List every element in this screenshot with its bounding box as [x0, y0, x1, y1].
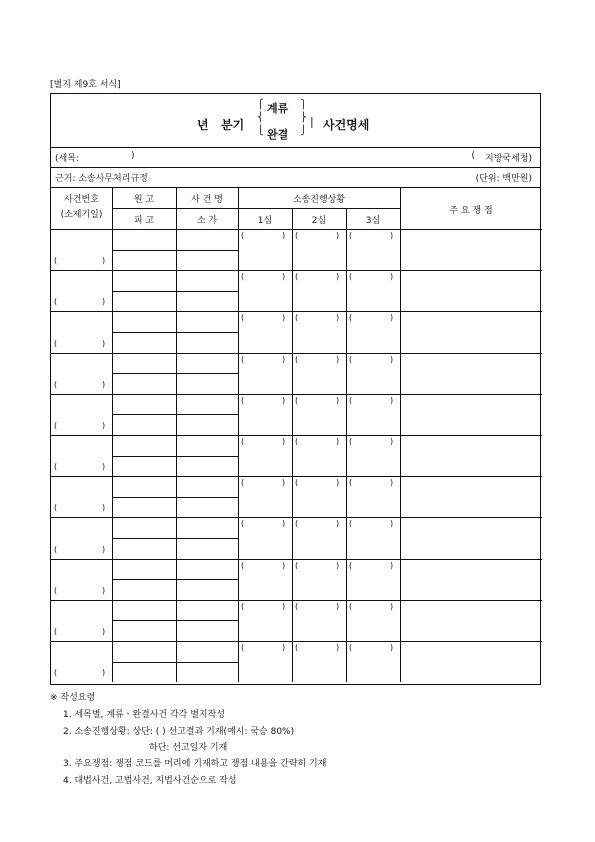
progress-paren-close: ) — [336, 643, 340, 652]
progress-paren-close: ) — [282, 643, 286, 652]
row-date-paren-open: ( — [54, 585, 58, 595]
title-quarter: 분기 — [221, 118, 245, 132]
basis-label: 근거: 소송사무처리규정 — [55, 174, 148, 184]
title-divider: | — [310, 115, 314, 128]
progress-paren-open: ( — [349, 560, 353, 570]
header-defendant: 피 고 — [133, 216, 155, 226]
header-plaintiff: 원 고 — [133, 195, 155, 205]
progress-paren-open: ( — [295, 313, 299, 323]
progress-paren-close: ) — [282, 437, 286, 446]
progress-paren-open: ( — [241, 519, 245, 529]
progress-paren-open: ( — [295, 643, 299, 652]
header-level1: 1심 — [257, 216, 273, 226]
progress-paren-close: ) — [390, 231, 394, 240]
progress-paren-close: ) — [282, 601, 286, 611]
row-date-paren-open: ( — [54, 503, 58, 513]
note-item-2-sub: 하단: 선고일자 기재 — [149, 743, 228, 753]
progress-paren-open: ( — [349, 272, 353, 282]
progress-paren-close: ) — [336, 231, 340, 240]
row-date-paren-open: ( — [54, 462, 58, 472]
row-date-paren-open: ( — [54, 544, 58, 554]
progress-paren-close: ) — [390, 519, 394, 529]
row-line — [51, 270, 542, 271]
progress-paren-open: ( — [241, 601, 245, 611]
progress-paren-close: ) — [336, 560, 340, 570]
progress-paren-close: ) — [390, 354, 394, 364]
row-date-paren-close: ) — [102, 421, 106, 430]
progress-paren-open: ( — [349, 437, 353, 446]
progress-paren-open: ( — [241, 231, 245, 240]
notes-heading: ※ 작성요령 — [50, 693, 96, 703]
row-mid-line — [112, 373, 238, 374]
progress-paren-close: ) — [390, 272, 394, 282]
row-date-paren-close: ) — [102, 379, 106, 389]
row-mid-line — [112, 332, 238, 333]
title-pending: 계류 — [267, 102, 289, 115]
row-line — [51, 600, 542, 601]
row-mid-line — [112, 497, 238, 498]
row-date-paren-close: ) — [102, 627, 106, 636]
column-line — [346, 208, 347, 682]
header-case-name: 사 건 명 — [191, 195, 223, 205]
row-line — [51, 311, 542, 312]
row-mid-line — [112, 456, 238, 457]
row-line — [51, 353, 542, 354]
row-date-paren-open: ( — [54, 627, 58, 636]
progress-paren-open: ( — [349, 231, 353, 240]
row-date-paren-open: ( — [54, 421, 58, 430]
form-number: [별지 제9호 서식] — [50, 80, 121, 90]
row-date-paren-close: ) — [102, 668, 106, 678]
office-label: 지방국세청) — [485, 154, 532, 164]
row-mid-line — [112, 414, 238, 415]
progress-paren-close: ) — [282, 272, 286, 282]
row-date-paren-close: ) — [102, 585, 106, 595]
progress-paren-open: ( — [241, 643, 245, 652]
progress-paren-open: ( — [295, 601, 299, 611]
progress-paren-close: ) — [336, 519, 340, 529]
progress-paren-close: ) — [390, 437, 394, 446]
progress-paren-open: ( — [295, 519, 299, 529]
header-level2: 2심 — [311, 216, 327, 226]
progress-paren-close: ) — [336, 272, 340, 282]
row-mid-line — [112, 620, 238, 621]
row-date-paren-open: ( — [54, 297, 58, 307]
progress-paren-open: ( — [295, 354, 299, 364]
tax-type-close: ) — [131, 151, 135, 161]
progress-paren-close: ) — [282, 395, 286, 405]
progress-paren-open: ( — [349, 519, 353, 529]
progress-paren-open: ( — [241, 313, 245, 323]
title-concluded: 완결 — [267, 128, 289, 141]
row-date-paren-open: ( — [54, 668, 58, 678]
progress-paren-open: ( — [295, 560, 299, 570]
progress-paren-open: ( — [349, 313, 353, 323]
progress-paren-close: ) — [336, 354, 340, 364]
header-claim-value: 소 가 — [196, 216, 218, 226]
progress-paren-close: ) — [390, 395, 394, 405]
basis-row — [51, 167, 540, 188]
header-key-issues: 주 요 쟁 점 — [449, 206, 493, 216]
note-item-2: 2. 소송진행상황: 상단: ( ) 선고결과 기재(예시: 국승 80%) — [63, 727, 295, 737]
progress-paren-open: ( — [349, 354, 353, 364]
row-line — [51, 559, 542, 560]
row-date-paren-close: ) — [102, 338, 106, 348]
office-open: ( — [471, 151, 475, 161]
progress-paren-close: ) — [336, 437, 340, 446]
progress-paren-close: ) — [282, 478, 286, 488]
progress-paren-close: ) — [336, 601, 340, 611]
progress-paren-open: ( — [241, 395, 245, 405]
row-date-paren-close: ) — [102, 297, 106, 307]
title-row — [51, 94, 540, 148]
progress-paren-close: ) — [336, 395, 340, 405]
row-date-paren-open: ( — [54, 256, 58, 266]
title-brace-left: ⎧ ⎨ ⎩ — [257, 100, 264, 136]
progress-paren-close: ) — [390, 313, 394, 323]
row-mid-line — [112, 538, 238, 539]
note-item-1: 1. 세목별, 계류ㆍ완결사건 각각 별지작성 — [63, 710, 225, 720]
header-bottom-line — [51, 229, 542, 230]
progress-paren-open: ( — [295, 231, 299, 240]
row-date-paren-close: ) — [102, 462, 106, 472]
progress-paren-open: ( — [295, 272, 299, 282]
row-line — [51, 394, 542, 395]
progress-paren-close: ) — [390, 601, 394, 611]
header-mid-line — [112, 208, 400, 209]
row-mid-line — [112, 291, 238, 292]
note-item-4: 4. 대법사건, 고법사건, 지법사건순으로 작성 — [63, 776, 237, 786]
progress-paren-close: ) — [336, 313, 340, 323]
row-line — [51, 641, 542, 642]
progress-paren-close: ) — [390, 560, 394, 570]
progress-paren-open: ( — [349, 643, 353, 652]
unit-label: (단위: 백만원) — [475, 174, 532, 184]
header-progress: 소송진행상황 — [292, 195, 346, 205]
row-mid-line — [112, 662, 238, 663]
row-line — [51, 517, 542, 518]
progress-paren-close: ) — [390, 478, 394, 488]
case-statement-form — [50, 93, 541, 685]
progress-paren-close: ) — [282, 354, 286, 364]
row-line — [51, 435, 542, 436]
column-line — [292, 208, 293, 682]
row-date-paren-open: ( — [54, 379, 58, 389]
title-suffix: 사건명세 — [323, 118, 370, 132]
row-date-paren-close: ) — [102, 503, 106, 513]
row-mid-line — [112, 579, 238, 580]
progress-paren-open: ( — [349, 601, 353, 611]
progress-paren-open: ( — [241, 437, 245, 446]
row-mid-line — [112, 250, 238, 251]
progress-paren-open: ( — [295, 437, 299, 446]
progress-paren-open: ( — [295, 478, 299, 488]
progress-paren-close: ) — [282, 560, 286, 570]
progress-paren-close: ) — [282, 231, 286, 240]
tax-office-row — [51, 147, 540, 168]
header-level3: 3심 — [365, 216, 381, 226]
header-filing-date: (소제기일) — [60, 210, 103, 220]
title-brace-right: ⎫ ⎬ ⎭ — [300, 100, 307, 136]
row-date-paren-open: ( — [54, 338, 58, 348]
row-date-paren-close: ) — [102, 256, 106, 266]
note-item-3: 3. 주요쟁점: 쟁점 코드를 머리에 기재하고 쟁점 내용을 간략히 기재 — [63, 759, 327, 769]
tax-type-label: (세목: — [55, 154, 79, 164]
progress-paren-open: ( — [241, 560, 245, 570]
progress-paren-close: ) — [390, 643, 394, 652]
progress-paren-close: ) — [336, 478, 340, 488]
progress-paren-open: ( — [241, 354, 245, 364]
progress-paren-close: ) — [282, 313, 286, 323]
progress-paren-open: ( — [241, 272, 245, 282]
header-case-number: 사건번호 — [64, 195, 99, 205]
progress-paren-open: ( — [241, 478, 245, 488]
progress-paren-close: ) — [282, 519, 286, 529]
row-line — [51, 476, 542, 477]
title-year: 년 — [197, 118, 209, 132]
progress-paren-open: ( — [349, 395, 353, 405]
progress-paren-open: ( — [295, 395, 299, 405]
row-date-paren-close: ) — [102, 544, 106, 554]
progress-paren-open: ( — [349, 478, 353, 488]
